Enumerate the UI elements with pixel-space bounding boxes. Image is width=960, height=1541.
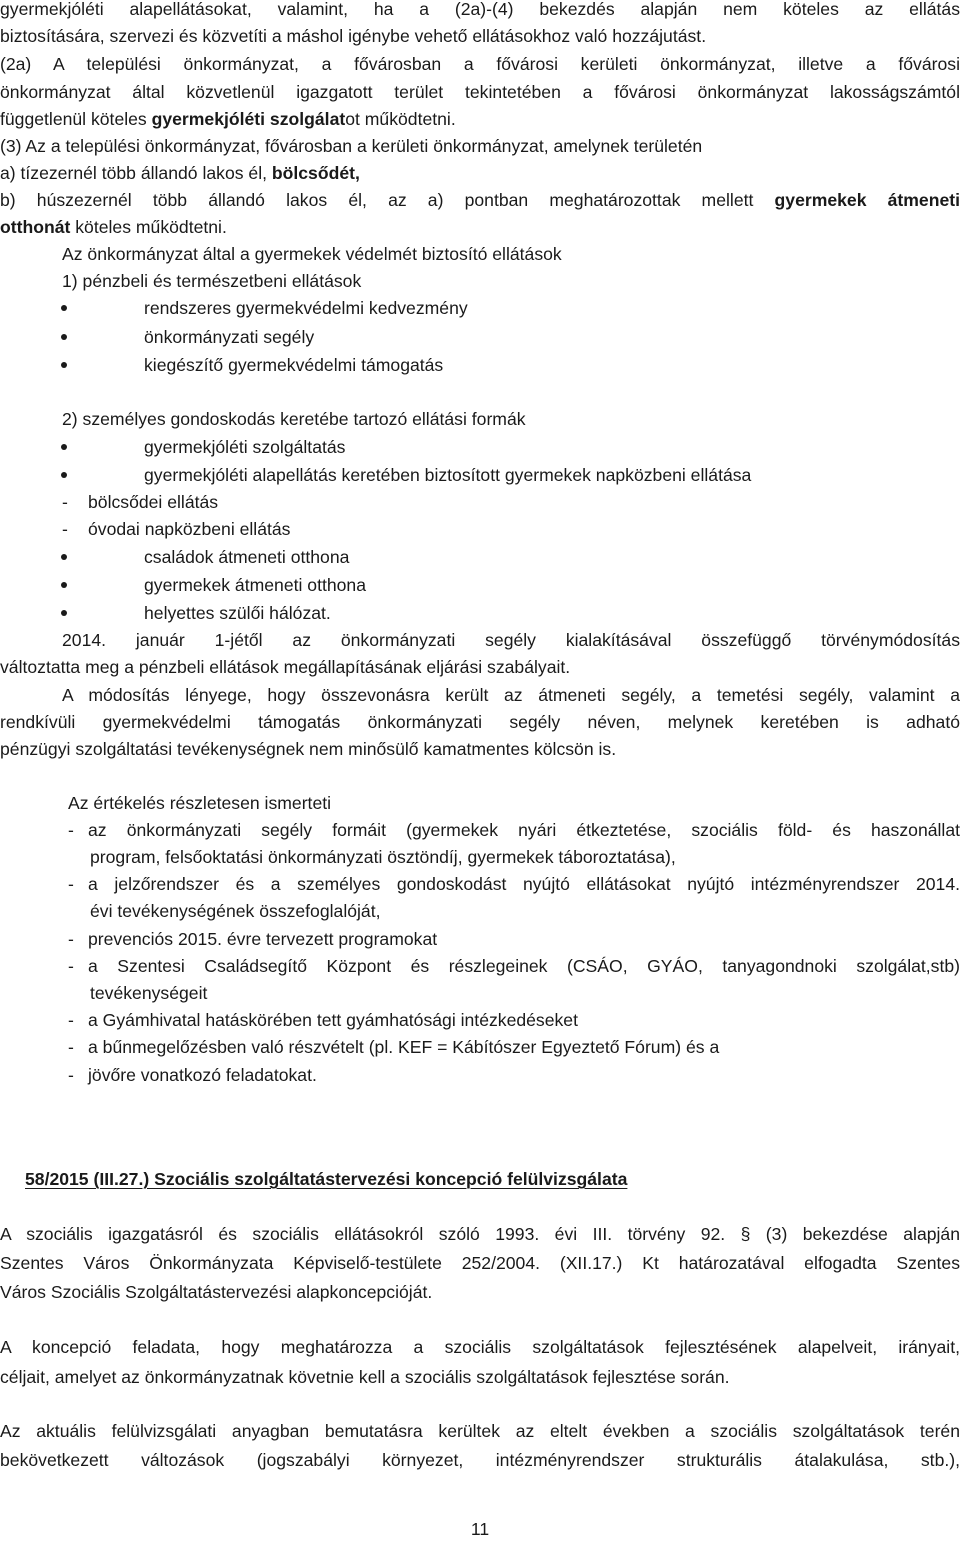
text-line: (3) Az a települési önkormányzat, fővárosban a kerületi önkormányzat, amelynek területén	[0, 136, 703, 156]
text-span: jövőre vonatkozó feladatokat.	[88, 1065, 317, 1085]
dash-item	[62, 516, 960, 542]
text-span: óvodai napközbeni ellátás	[88, 519, 291, 539]
bullet-item: önkormányzati segély	[56, 324, 936, 350]
text-line: biztosítására, szervezi és közvetíti a máshol igénybe vehető ellátásokhoz való hozzájutást.	[0, 26, 707, 46]
dash-item	[68, 1007, 960, 1033]
page-number: 11	[470, 1519, 490, 1539]
dash-item	[68, 871, 960, 897]
text-line: változtatta meg a pénzbeli ellátások megállapításának eljárási szabályait.	[0, 657, 571, 677]
text-span: a bűnmegelőzésben való részvételt (pl. KEF = Kábítószer Egyeztető Fórum) és a	[88, 1037, 720, 1057]
text-span: a) tízezernél több állandó lakos él,	[0, 163, 272, 183]
dash-marker: -	[68, 820, 74, 840]
text-span: bölcsődei ellátás	[88, 492, 219, 512]
dash-marker: -	[62, 492, 68, 512]
text-span: prevenciós 2015. évre tervezett programokat	[88, 929, 438, 949]
text-line: pénzügyi szolgáltatási tevékenységnek nem minősülő kamatmentes kölcsön is.	[0, 739, 617, 759]
text-line: Város Szociális Szolgáltatástervezési alapkoncepcióját.	[0, 1282, 433, 1302]
text-line: 2014. január 1-jétől az önkormányzati segély kialakításával összefüggő törvénymódosítás	[62, 630, 960, 650]
text-line	[0, 214, 960, 240]
text-line	[0, 187, 960, 213]
text-line: gyermekjóléti alapellátásokat, valamint, ha a (2a)-(4) bekezdés alapján nem köteles az ellátás	[0, 0, 960, 19]
dash-item	[62, 489, 960, 515]
text-line: A módosítás lényege, hogy összevonásra került az átmeneti segély, a temetési segély, valamint a	[62, 685, 960, 705]
text-line: Szentes Város Önkormányzata Képviselő-testülete 252/2004. (XII.17.) Kt határozatával elfogadta Szentes	[0, 1253, 960, 1273]
text-line: Az értékelés részletesen ismerteti	[68, 793, 332, 813]
dash-marker: -	[68, 1065, 74, 1085]
dash-item	[68, 817, 960, 843]
text-span: az önkormányzati segély formáit (gyermekek nyári étkeztetése, szociális föld- és haszonállat	[88, 820, 960, 840]
bullet-item: rendszeres gyermekvédelmi kedvezmény	[56, 295, 936, 321]
dash-item	[68, 926, 960, 952]
dash-marker: -	[68, 956, 74, 976]
dash-marker: -	[68, 874, 74, 894]
text-line: tevékenységeit	[90, 983, 208, 1003]
text-span: a Gyámhivatal hatáskörében tett gyámhatósági intézkedéseket	[88, 1010, 578, 1030]
bold-term: gyermekek átmeneti	[774, 190, 960, 210]
section-heading	[25, 1166, 960, 1192]
text-line: évi tevékenységének összefoglalóját,	[90, 901, 381, 921]
dash-marker: -	[68, 1037, 74, 1057]
text-span: köteles működtetni.	[70, 217, 227, 237]
text-line: céljait, amelyet az önkormányzatnak követnie kell a szociális szolgáltatások fejlesztése során.	[0, 1367, 730, 1387]
text-line: bekövetkezett változások (jogszabályi környezet, intézményrendszer strukturális átalakulása, stb.),	[0, 1450, 960, 1470]
bullet-item: gyermekjóléti alapellátás keretében biztosított gyermekek napközbeni ellátása	[56, 462, 936, 488]
text-line	[0, 106, 960, 132]
dash-marker: -	[68, 1010, 74, 1030]
bold-term: bölcsődét,	[271, 163, 360, 183]
heading-text: 58/2015 (III.27.) Szociális szolgáltatástervezési koncepció felülvizsgálata	[25, 1169, 628, 1189]
bold-term: otthonát	[0, 217, 71, 237]
text-line: A koncepció feladata, hogy meghatározza a szociális szolgáltatások fejlesztésének alapelveit, irányait,	[0, 1337, 960, 1357]
text-line: önkormányzat által közvetlenül igazgatott terület tekintetében a fővárosi önkormányzat lakosságszámtól	[0, 82, 960, 102]
text-line	[0, 160, 960, 186]
text-line: program, felsőoktatási önkormányzati ösztöndíj, gyermekek táboroztatása),	[90, 847, 676, 867]
text-line: rendkívüli gyermekvédelmi támogatás önkormányzati segély néven, melynek keretében is adható	[0, 712, 960, 732]
list-heading: 2) személyes gondoskodás keretébe tartozó ellátási formák	[62, 409, 526, 429]
bold-term: gyermekjóléti szolgálat	[151, 109, 346, 129]
text-span: függetlenül köteles	[0, 109, 152, 129]
section-intro: Az önkormányzat által a gyermekek védelmét biztosító ellátások	[62, 244, 562, 264]
bullet-item: helyettes szülői hálózat.	[56, 600, 936, 626]
text-span: ot működtetni.	[345, 109, 456, 129]
text-span: b) húszezernél több állandó lakos él, az a) pontban meghatározottak mellett	[0, 190, 775, 210]
dash-marker: -	[68, 929, 74, 949]
bullet-item: gyermekek átmeneti otthona	[56, 572, 936, 598]
dash-marker: -	[62, 519, 68, 539]
text-line: A szociális igazgatásról és szociális ellátásokról szóló 1993. évi III. törvény 92. § (3) bekezdése alapján	[0, 1224, 960, 1244]
dash-item	[68, 953, 960, 979]
text-span: a Szentesi Családsegítő Központ és részlegeinek (CSÁO, GYÁO, tanyagondnoki szolgálat,stb)	[88, 956, 960, 976]
bullet-item: gyermekjóléti szolgáltatás	[56, 434, 936, 460]
text-line: Az aktuális felülvizsgálati anyagban bemutatásra kerültek az eltelt években a szociális szolgáltatások terén	[0, 1421, 960, 1441]
list-heading: 1) pénzbeli és természetbeni ellátások	[62, 271, 362, 291]
bullet-item: kiegészítő gyermekvédelmi támogatás	[56, 352, 936, 378]
text-line: (2a) A települési önkormányzat, a fővárosban a fővárosi kerületi önkormányzat, illetve a fővárosi	[0, 54, 960, 74]
dash-item	[68, 1062, 960, 1088]
bullet-item: családok átmeneti otthona	[56, 544, 936, 570]
text-span: a jelzőrendszer és a személyes gondoskodást nyújtó ellátásokat nyújtó intézményrendszer 2014.	[88, 874, 960, 894]
dash-item	[68, 1034, 960, 1060]
